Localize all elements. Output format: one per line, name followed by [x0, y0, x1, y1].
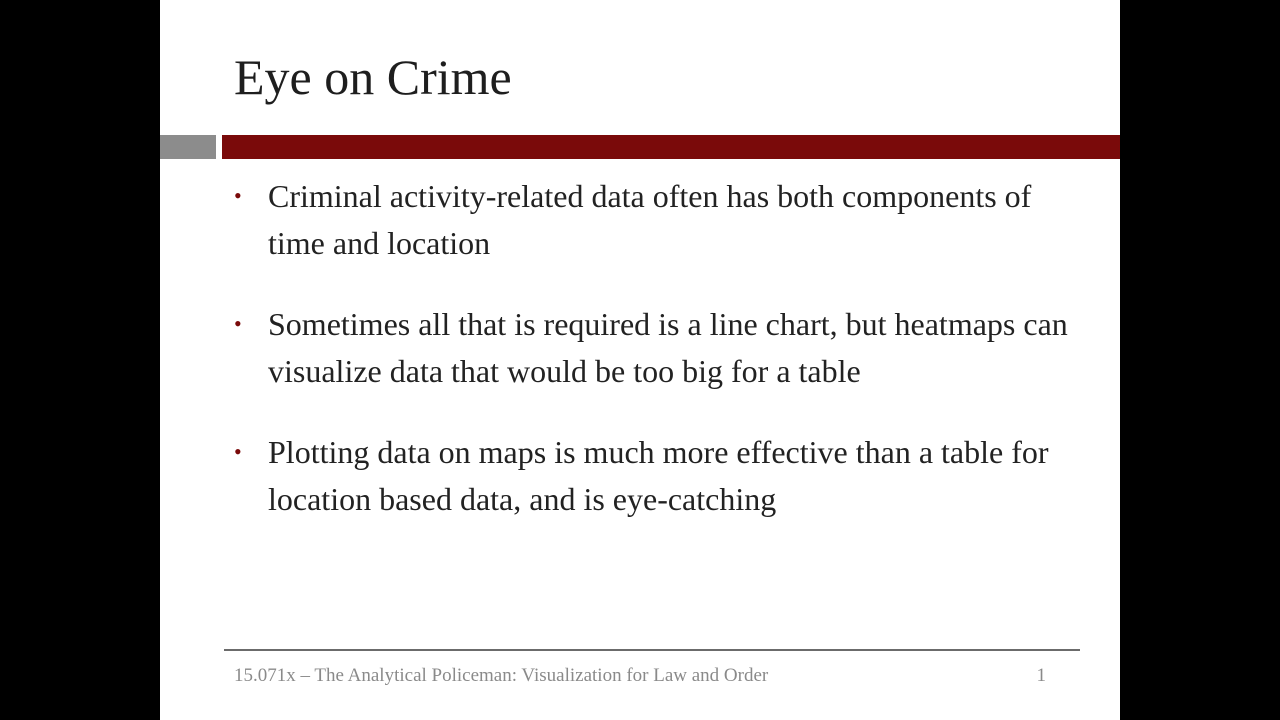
page-number: 1	[1036, 665, 1046, 686]
bullet-item	[232, 301, 1072, 394]
bullet-icon: •	[234, 183, 242, 208]
bullet-list	[232, 173, 1072, 557]
slide	[160, 0, 1120, 720]
bullet-icon: •	[234, 439, 242, 464]
footer-divider	[224, 649, 1080, 651]
title-accent-bar-red	[222, 135, 1120, 159]
slide-title: Eye on Crime	[234, 49, 512, 105]
bullet-text: Sometimes all that is required is a line chart, but heatmaps can visualize data that would be too big for a table	[268, 306, 1068, 389]
bullet-text: Criminal activity-related data often has both components of time and location	[268, 178, 1032, 261]
title-accent-bar-gray	[160, 135, 216, 159]
footer-course-title: 15.071x – The Analytical Policeman: Visualization for Law and Order	[234, 665, 769, 686]
bullet-text: Plotting data on maps is much more effective than a table for location based data, and is eye-catching	[268, 434, 1049, 517]
bullet-item	[232, 173, 1072, 266]
bullet-icon: •	[234, 311, 242, 336]
bullet-item	[232, 429, 1072, 522]
